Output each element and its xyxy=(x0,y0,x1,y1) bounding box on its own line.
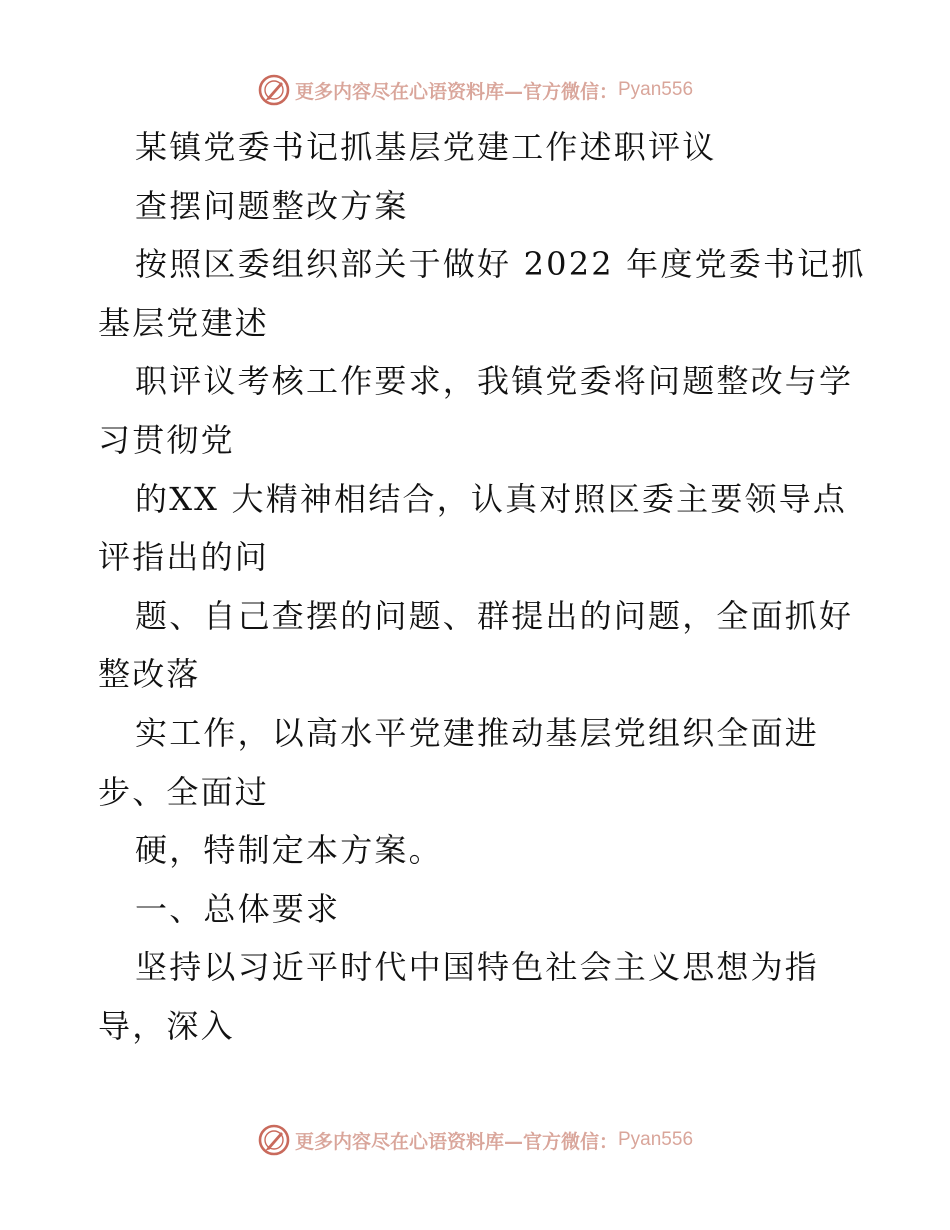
section-heading: 一、总体要求 xyxy=(135,889,341,928)
paragraph-line: 题、自己查摆的问题、群提出的问题，全面抓好 xyxy=(135,596,854,635)
document-body xyxy=(98,118,866,1056)
document-title-line-1: 某镇党委书记抓基层党建工作述职评议 xyxy=(135,128,717,166)
header-watermark xyxy=(0,70,950,110)
paragraph-line: 按照区委组织部关于做好 2022 年度党委书记抓 xyxy=(135,245,866,284)
watermark-text: 更多内容尽在心语资料库—官方微信： xyxy=(294,80,618,103)
paragraph-line: 习贯彻党 xyxy=(98,420,235,459)
paragraph-line: 评指出的问 xyxy=(98,538,270,577)
seal-logo-icon xyxy=(257,1123,291,1157)
paragraph-line: 的XX 大精神相结合，认真对照区委主要领导点 xyxy=(135,479,848,518)
paragraph-line: 坚持以习近平时代中国特色社会主义思想为指 xyxy=(135,948,820,987)
paragraph-line: 硬，特制定本方案。 xyxy=(135,831,443,870)
paragraph-line: 职评议考核工作要求，我镇党委将问题整改与学 xyxy=(135,362,854,401)
paragraph-line: 实工作，以高水平党建推动基层党组织全面进 xyxy=(135,713,820,752)
paragraph-line: 基层党建述 xyxy=(98,303,270,342)
watermark-code: Pyan556 xyxy=(618,1129,694,1150)
paragraph-line: 整改落 xyxy=(98,655,201,694)
footer-watermark xyxy=(0,1120,950,1160)
watermark-text: 更多内容尽在心语资料库—官方微信： xyxy=(294,1130,618,1153)
paragraph-line: 导，深入 xyxy=(98,1006,235,1045)
watermark-code: Pyan556 xyxy=(618,79,694,100)
paragraph-line: 步、全面过 xyxy=(98,772,270,811)
document-title-line-2: 查摆问题整改方案 xyxy=(135,186,409,225)
seal-logo-icon xyxy=(257,73,291,107)
